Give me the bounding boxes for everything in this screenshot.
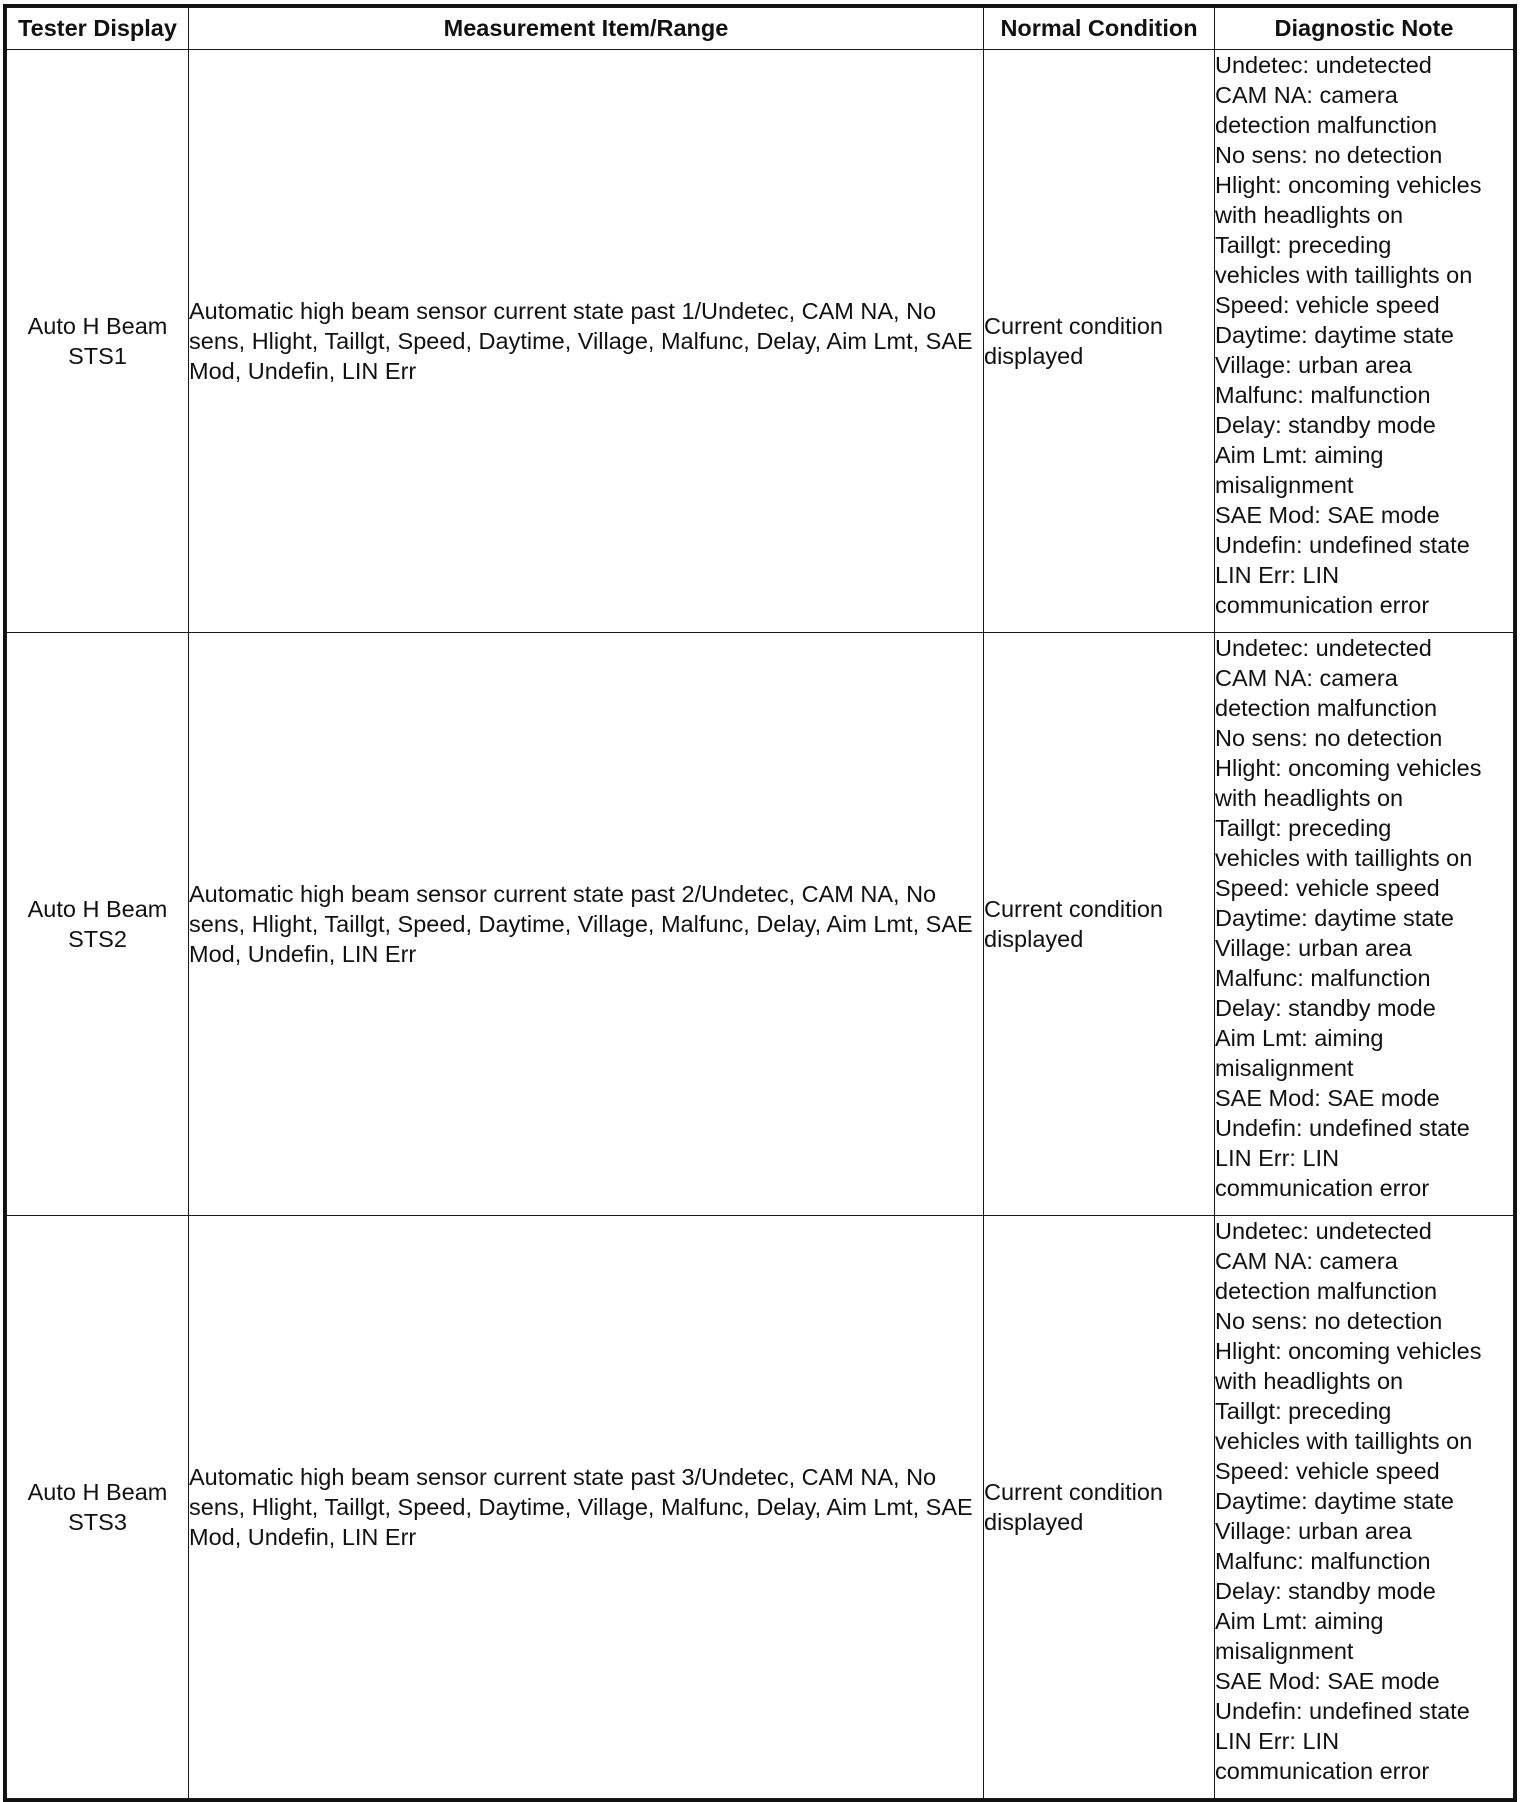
note-line: misalignment (1215, 472, 1354, 498)
header-normal-condition: Normal Condition (984, 8, 1215, 50)
note-line: with headlights on (1215, 202, 1404, 228)
note-line: vehicles with taillights on (1215, 845, 1473, 871)
note-line: Delay: standby mode (1215, 1578, 1436, 1604)
diagnostic-note-cell (1215, 1216, 1514, 1799)
note-line: Aim Lmt: aiming (1215, 1608, 1384, 1634)
note-line: Delay: standby mode (1215, 995, 1436, 1021)
tester-display-name: Auto H Beam (27, 1479, 168, 1505)
note-line: detection malfunction (1215, 1278, 1438, 1304)
note-line: misalignment (1215, 1055, 1354, 1081)
note-line: Undetec: undetected (1215, 635, 1432, 661)
note-line: with headlights on (1215, 1368, 1404, 1394)
normal-condition-cell: Current condition displayed (984, 50, 1215, 633)
note-line: SAE Mod: SAE mode (1215, 502, 1440, 528)
note-line: communication error (1215, 1758, 1430, 1784)
note-line: LIN Err: LIN (1215, 1728, 1340, 1754)
note-line: Undefin: undefined state (1215, 1115, 1470, 1141)
note-line: vehicles with taillights on (1215, 262, 1473, 288)
header-tester-display: Tester Display (7, 8, 189, 50)
table-header-row (7, 8, 1514, 50)
note-line: detection malfunction (1215, 112, 1438, 138)
note-line: Undefin: undefined state (1215, 532, 1470, 558)
note-line: CAM NA: camera (1215, 1248, 1398, 1274)
note-line: Malfunc: malfunction (1215, 965, 1431, 991)
tester-display-cell (7, 1216, 189, 1799)
normal-condition-cell: Current condition displayed (984, 1216, 1215, 1799)
tester-display-cell (7, 633, 189, 1216)
note-line: communication error (1215, 592, 1430, 618)
note-line: Undetec: undetected (1215, 52, 1432, 78)
tester-display-code: STS2 (68, 926, 127, 952)
note-line: Taillgt: preceding (1215, 232, 1392, 258)
tester-display-code: STS1 (68, 343, 127, 369)
note-line: CAM NA: camera (1215, 665, 1398, 691)
note-line: Hlight: oncoming vehicles (1215, 172, 1482, 198)
note-line: SAE Mod: SAE mode (1215, 1085, 1440, 1111)
measurement-item-cell: Automatic high beam sensor current state past 3/Undetec, CAM NA, No sens, Hlight, Taillgt, Speed, Daytime, Village, Malfunc, Delay, Aim Lmt, SAE Mod, Undefin, LIN Err (189, 1216, 984, 1799)
measurement-item-cell: Automatic high beam sensor current state past 2/Undetec, CAM NA, No sens, Hlight, Taillgt, Speed, Daytime, Village, Malfunc, Delay, Aim Lmt, SAE Mod, Undefin, LIN Err (189, 633, 984, 1216)
table-row (7, 633, 1514, 1216)
note-line: with headlights on (1215, 785, 1404, 811)
tester-display-name: Auto H Beam (27, 313, 168, 339)
note-line: Aim Lmt: aiming (1215, 442, 1384, 468)
note-line: misalignment (1215, 1638, 1354, 1664)
note-line: No sens: no detection (1215, 1308, 1443, 1334)
note-line: LIN Err: LIN (1215, 562, 1340, 588)
note-line: Speed: vehicle speed (1215, 875, 1440, 901)
measurement-item-cell: Automatic high beam sensor current state past 1/Undetec, CAM NA, No sens, Hlight, Taillgt, Speed, Daytime, Village, Malfunc, Delay, Aim Lmt, SAE Mod, Undefin, LIN Err (189, 50, 984, 633)
data-monitor-table (6, 7, 1514, 1799)
note-line: Undetec: undetected (1215, 1218, 1432, 1244)
tester-display-name: Auto H Beam (27, 896, 168, 922)
note-line: Daytime: daytime state (1215, 1488, 1455, 1514)
note-line: Malfunc: malfunction (1215, 1548, 1431, 1574)
note-line: communication error (1215, 1175, 1430, 1201)
note-line: Village: urban area (1215, 1518, 1412, 1544)
note-line: detection malfunction (1215, 695, 1438, 721)
tester-display-code: STS3 (68, 1509, 127, 1535)
tester-display-cell (7, 50, 189, 633)
note-line: vehicles with taillights on (1215, 1428, 1473, 1454)
note-line: Malfunc: malfunction (1215, 382, 1431, 408)
diagnostic-note-cell (1215, 50, 1514, 633)
diagnostic-note-cell (1215, 633, 1514, 1216)
note-line: Village: urban area (1215, 352, 1412, 378)
note-line: Delay: standby mode (1215, 412, 1436, 438)
note-line: Undefin: undefined state (1215, 1698, 1470, 1724)
note-line: Village: urban area (1215, 935, 1412, 961)
normal-condition-cell: Current condition displayed (984, 633, 1215, 1216)
note-line: Daytime: daytime state (1215, 322, 1455, 348)
table-row (7, 50, 1514, 633)
header-diagnostic-note: Diagnostic Note (1215, 8, 1514, 50)
note-line: Taillgt: preceding (1215, 1398, 1392, 1424)
header-measurement-item-range: Measurement Item/Range (189, 8, 984, 50)
note-line: No sens: no detection (1215, 142, 1443, 168)
note-line: Hlight: oncoming vehicles (1215, 755, 1482, 781)
note-line: Hlight: oncoming vehicles (1215, 1338, 1482, 1364)
note-line: Daytime: daytime state (1215, 905, 1455, 931)
note-line: Speed: vehicle speed (1215, 1458, 1440, 1484)
note-line: Speed: vehicle speed (1215, 292, 1440, 318)
note-line: No sens: no detection (1215, 725, 1443, 751)
note-line: SAE Mod: SAE mode (1215, 1668, 1440, 1694)
table-row (7, 1216, 1514, 1799)
note-line: Aim Lmt: aiming (1215, 1025, 1384, 1051)
note-line: LIN Err: LIN (1215, 1145, 1340, 1171)
note-line: CAM NA: camera (1215, 82, 1398, 108)
note-line: Taillgt: preceding (1215, 815, 1392, 841)
